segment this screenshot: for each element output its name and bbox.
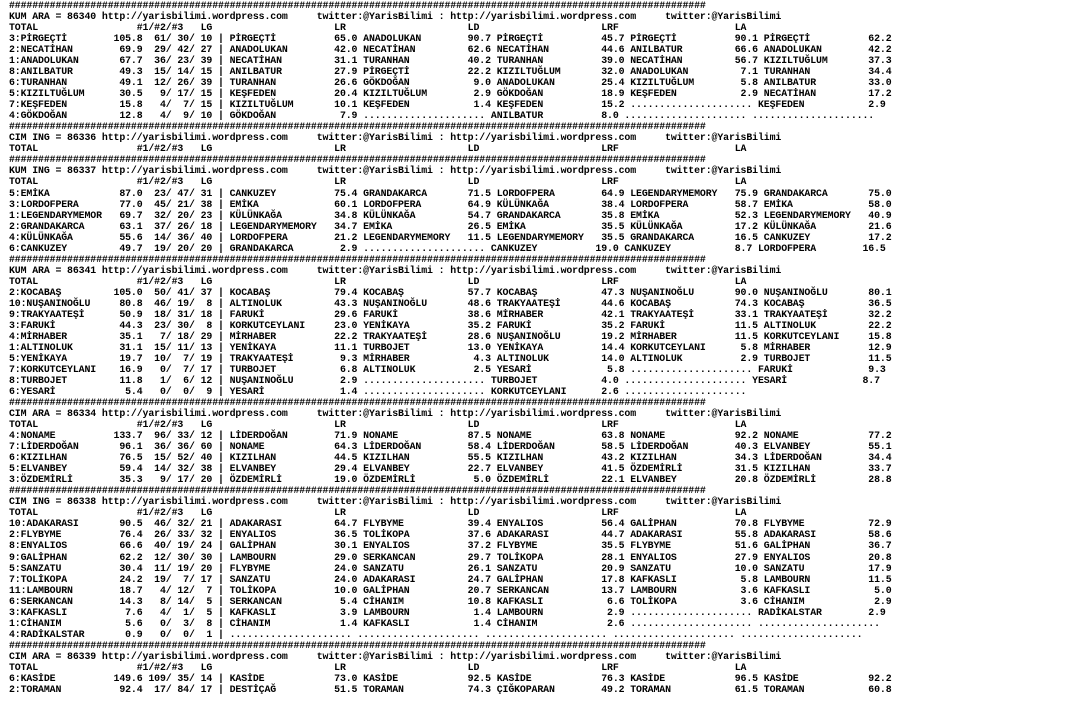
data-line: 2:GRANDAKARCA 63.1 37/ 26/ 18 | LEGENDARYMEMORY 34.7 EMİKA 26.5 EMİKA 35.5 KÜLÜNKAĞA 17.2 KÜLÜNKAĞA 21.6	[9, 220, 892, 232]
data-line: 2:NECATİHAN 69.9 29/ 42/ 27 | ANADOLUKAN 42.0 NECATİHAN 62.6 NECATİHAN 44.6 ANILBATUR 66.6 ANADOLUKAN 42.2	[9, 44, 892, 56]
data-line: 4:RADİKALSTAR 0.9 0/ 0/ 1 | ..................... ..................... ..................... ..................... .....................	[9, 628, 863, 640]
separator-line: ########################################################################################################################	[9, 485, 706, 497]
race-stats-text-sheet	[9, 0, 1071, 713]
data-line: 1:ALTINOLUK 31.1 15/ 11/ 13 | YENİKAYA 11.1 TURBOJET 13.0 YENİKAYA 14.4 KORKUTCEYLANI 5.8 MİRHABER 12.9	[9, 341, 892, 353]
data-line: 3:LORDOFPERA 77.0 45/ 21/ 38 | EMİKA 60.1 LORDOFPERA 64.9 KÜLÜNKAĞA 38.4 LORDOFPERA 58.7 EMİKA 58.0	[9, 198, 892, 210]
column-header-line: TOTAL #1/#2/#3 LG LR LD LRF LA	[9, 661, 747, 673]
data-line: 6:CANKUZEY 49.7 19/ 20/ 20 | GRANDAKARCA 2.9 ..................... CANKUZEY 19.0 CANKUZEY 8.7 LORDOFPERA 16.5	[9, 242, 886, 254]
data-line: 8:TURBOJET 11.8 1/ 6/ 12 | NUŞANINOĞLU 2.9 ..................... TURBOJET 4.0 ..................... YESARİ 8.7	[9, 375, 880, 387]
data-line: 4:NONAME 133.7 96/ 33/ 12 | LİDERDOĞAN 71.9 NONAME 87.5 NONAME 63.8 NONAME 92.2 NONAME 77.2	[9, 430, 892, 442]
data-line: 5:KIZILTUĞLUM 30.5 9/ 17/ 15 | KEŞFEDEN 20.4 KIZILTUĞLUM 2.9 GÖKDOĞAN 18.9 KEŞFEDEN 2.9 NECATİHAN 17.2	[9, 88, 892, 100]
data-line: 1:ANADOLUKAN 67.7 36/ 23/ 39 | NECATİHAN 31.1 TURANHAN 40.2 TURANHAN 39.0 NECATİHAN 56.7 KIZILTUĞLUM 37.3	[9, 55, 892, 67]
data-line: 7:KORKUTCEYLANI 16.9 0/ 7/ 17 | TURBOJET 6.8 ALTINOLUK 2.5 YESARİ 5.8 ..................... FARUKİ 9.3	[9, 363, 886, 375]
data-line: 10:ADAKARASI 90.5 46/ 32/ 21 | ADAKARASI 64.7 FLYBYME 39.4 ENYALIOS 56.4 GALİPHAN 70.8 FLYBYME 72.9	[9, 518, 892, 530]
data-line: 1:CİHANIM 5.6 0/ 3/ 8 | CİHANIM 1.4 KAFKASLI 1.4 CİHANIM 2.6 ..................... .....................	[9, 617, 880, 629]
data-line: 2:KOCABAŞ 105.0 50/ 41/ 37 | KOCABAŞ 79.4 KOCABAŞ 57.7 KOCABAŞ 47.3 NUŞANINOĞLU 90.0 NUŞANINOĞLU 80.1	[9, 286, 892, 298]
data-line: 11:LAMBOURN 18.7 4/ 12/ 7 | TOLİKOPA 10.0 GALİPHAN 20.7 SERKANCAN 13.7 LAMBOURN 3.6 KAFKASLI 5.0	[9, 584, 892, 596]
separator-line: ########################################################################################################################	[9, 154, 706, 166]
data-line: 7:KEŞFEDEN 15.8 4/ 7/ 15 | KIZILTUĞLUM 10.1 KEŞFEDEN 1.4 KEŞFEDEN 15.2 ..................... KEŞFEDEN 2.9	[9, 99, 886, 111]
data-line: 5:EMİKA 87.0 23/ 47/ 31 | CANKUZEY 75.4 GRANDAKARCA 71.5 LORDOFPERA 64.9 LEGENDARYMEMORY 75.9 GRANDAKARCA 75.0	[9, 187, 892, 199]
race-header-line: KUM ARA = 86341 http://yarisbilimi.wordpress.com twitter:@YarisBilimi : http://yarisbilimi.wordpress.com twitter:@YarisBilimi	[9, 264, 782, 276]
data-line: 4:KÜLÜNKAĞA 55.6 14/ 36/ 40 | LORDOFPERA 21.2 LEGENDARYMEMORY 11.5 LEGENDARYMEMORY 35.5 GRANDAKARCA 16.5 CANKUZEY 17.2	[9, 231, 892, 243]
column-header-line: TOTAL #1/#2/#3 LG LR LD LRF LA	[9, 176, 747, 188]
data-line: 7:LİDERDOĞAN 96.1 36/ 36/ 60 | NONAME 64.3 LİDERDOĞAN 58.4 LİDERDOĞAN 58.5 LİDERDOĞAN 40.3 ELVANBEY 55.1	[9, 441, 892, 453]
data-line: 3:FARUKİ 44.3 23/ 30/ 8 | KORKUTCEYLANI 23.0 YENİKAYA 35.2 FARUKİ 35.2 FARUKİ 11.5 ALTINOLUK 22.2	[9, 319, 892, 331]
data-line: 7:TOLİKOPA 24.2 19/ 7/ 17 | SANZATU 24.0 ADAKARASI 24.7 GALİPHAN 17.8 KAFKASLI 5.8 LAMBOURN 11.5	[9, 573, 892, 585]
column-header-line: TOTAL #1/#2/#3 LG LR LD LRF LA	[9, 507, 747, 519]
data-line: 6:KASİDE 149.6 109/ 35/ 14 | KASİDE 73.0 KASİDE 92.5 KASİDE 76.3 KASİDE 96.5 KASİDE 92.2	[9, 672, 892, 684]
separator-line: ########################################################################################################################	[9, 397, 706, 409]
separator-line: ########################################################################################################################	[9, 253, 706, 265]
data-line: 6:KIZILHAN 76.5 15/ 52/ 40 | KIZILHAN 44.5 KIZILHAN 55.5 KIZILHAN 43.2 KIZILHAN 34.3 LİDERDOĞAN 34.4	[9, 452, 892, 464]
data-line: 8:ANILBATUR 49.3 15/ 14/ 15 | ANILBATUR 27.9 PİRGEÇTİ 22.2 KIZILTUĞLUM 32.0 ANADOLUKAN 7.1 TURANHAN 34.4	[9, 66, 892, 78]
data-line: 4:MİRHABER 35.1 7/ 18/ 29 | MİRHABER 22.2 TRAKYAATEŞİ 28.6 NUŞANINOĞLU 19.2 MİRHABER 11.5 KORKUTCEYLANI 15.8	[9, 330, 892, 342]
data-line: 9:TRAKYAATEŞİ 50.9 18/ 31/ 18 | FARUKİ 29.6 FARUKİ 38.6 MİRHABER 42.1 TRAKYAATEŞİ 33.1 TRAKYAATEŞİ 32.2	[9, 308, 892, 320]
separator-line: ########################################################################################################################	[9, 0, 706, 11]
separator-line: ########################################################################################################################	[9, 121, 706, 133]
column-header-line: TOTAL #1/#2/#3 LG LR LD LRF LA	[9, 22, 747, 34]
race-header-line: CIM ARA = 86339 http://yarisbilimi.wordpress.com twitter:@YarisBilimi : http://yarisbilimi.wordpress.com twitter:@YarisBilimi	[9, 650, 782, 662]
data-line: 4:GÖKDOĞAN 12.8 4/ 9/ 10 | GÖKDOĞAN 7.9 ..................... ANILBATUR 8.0 ..................... .....................	[9, 110, 875, 122]
column-header-line: TOTAL #1/#2/#3 LG LR LD LRF LA	[9, 275, 747, 287]
data-line: 1:LEGENDARYMEMOR 69.7 32/ 20/ 23 | KÜLÜNKAĞA 34.8 KÜLÜNKAĞA 54.7 GRANDAKARCA 35.8 EMİKA 52.3 LEGENDARYMEMORY 40.9	[9, 209, 892, 221]
data-line: 6:SERKANCAN 14.3 8/ 14/ 5 | SERKANCAN 5.4 CİHANIM 10.8 KAFKASLI 6.6 TOLİKOPA 3.6 CİHANIM 2.9	[9, 595, 892, 607]
data-line: 3:ÖZDEMİRLİ 35.3 9/ 17/ 20 | ÖZDEMİRLİ 19.0 ÖZDEMİRLİ 5.0 ÖZDEMİRLİ 22.1 ELVANBEY 20.8 ÖZDEMİRLİ 28.8	[9, 474, 892, 486]
race-header-line: CIM ING = 86338 http://yarisbilimi.wordpress.com twitter:@YarisBilimi : http://yarisbilimi.wordpress.com twitter:@YarisBilimi	[9, 496, 782, 508]
data-line: 9:GALİPHAN 62.2 12/ 30/ 30 | LAMBOURN 29.0 SERKANCAN 29.7 TOLİKOPA 28.1 ENYALIOS 27.9 ENYALIOS 20.8	[9, 551, 892, 563]
data-line: 6:YESARİ 5.4 0/ 0/ 9 | YESARİ 1.4 ..................... KORKUTCEYLANI 2.6 .....................	[9, 386, 747, 398]
column-header-line: TOTAL #1/#2/#3 LG LR LD LRF LA	[9, 143, 747, 155]
data-line: 2:FLYBYME 76.4 26/ 33/ 32 | ENYALIOS 36.5 TOLİKOPA 37.6 ADAKARASI 44.7 ADAKARASI 55.8 ADAKARASI 58.6	[9, 529, 892, 541]
column-header-line: TOTAL #1/#2/#3 LG LR LD LRF LA	[9, 419, 747, 431]
data-line: 6:TURANHAN 49.1 12/ 26/ 39 | TURANHAN 26.6 GÖKDOĞAN 9.0 ANADOLUKAN 25.4 KIZILTUĞLUM 5.8 ANILBATUR 33.0	[9, 77, 892, 89]
data-line: 5:ELVANBEY 59.4 14/ 32/ 38 | ELVANBEY 29.4 ELVANBEY 22.7 ELVANBEY 41.5 ÖZDEMİRLİ 31.5 KIZILHAN 33.7	[9, 463, 892, 475]
data-line: 2:TORAMAN 92.4 17/ 84/ 17 | DESTİÇAĞ 51.5 TORAMAN 74.3 ÇIĞKOPARAN 49.2 TORAMAN 61.5 TORAMAN 60.8	[9, 683, 892, 695]
separator-line: ########################################################################################################################	[9, 639, 706, 651]
race-header-line: KUM ARA = 86340 http://yarisbilimi.wordpress.com twitter:@YarisBilimi : http://yarisbilimi.wordpress.com twitter:@YarisBilimi	[9, 11, 782, 23]
race-header-line: KUM ING = 86337 http://yarisbilimi.wordpress.com twitter:@YarisBilimi : http://yarisbilimi.wordpress.com twitter:@YarisBilimi	[9, 165, 782, 177]
data-line: 3:KAFKASLI 7.6 4/ 1/ 5 | KAFKASLI 3.9 LAMBOURN 1.4 LAMBOURN 2.9 ..................... RADİKALSTAR 2.9	[9, 606, 886, 618]
data-line: 10:NUŞANINOĞLU 80.8 46/ 19/ 8 | ALTINOLUK 43.3 NUŞANINOĞLU 48.6 TRAKYAATEŞİ 44.6 KOCABAŞ 74.3 KOCABAŞ 36.5	[9, 297, 892, 309]
data-line: 5:YENİKAYA 19.7 10/ 7/ 19 | TRAKYAATEŞİ 9.3 MİRHABER 4.3 ALTINOLUK 14.0 ALTINOLUK 2.9 TURBOJET 11.5	[9, 352, 892, 364]
data-line: 8:ENYALIOS 66.6 40/ 19/ 24 | GALİPHAN 30.1 ENYALIOS 37.2 FLYBYME 35.5 FLYBYME 51.6 GALİPHAN 36.7	[9, 540, 892, 552]
race-header-line: CIM ING = 86336 http://yarisbilimi.wordpress.com twitter:@YarisBilimi : http://yarisbilimi.wordpress.com twitter:@YarisBilimi	[9, 132, 782, 144]
data-line: 3:PİRGEÇTİ 105.8 61/ 30/ 10 | PİRGEÇTİ 65.0 ANADOLUKAN 90.7 PİRGEÇTİ 45.7 PİRGEÇTİ 90.1 PİRGEÇTİ 62.2	[9, 33, 892, 45]
data-line: 5:SANZATU 30.4 11/ 19/ 20 | FLYBYME 24.0 SANZATU 26.1 SANZATU 20.9 SANZATU 10.0 SANZATU 17.9	[9, 562, 892, 574]
race-header-line: CIM ARA = 86334 http://yarisbilimi.wordpress.com twitter:@YarisBilimi : http://yarisbilimi.wordpress.com twitter:@YarisBilimi	[9, 408, 782, 420]
